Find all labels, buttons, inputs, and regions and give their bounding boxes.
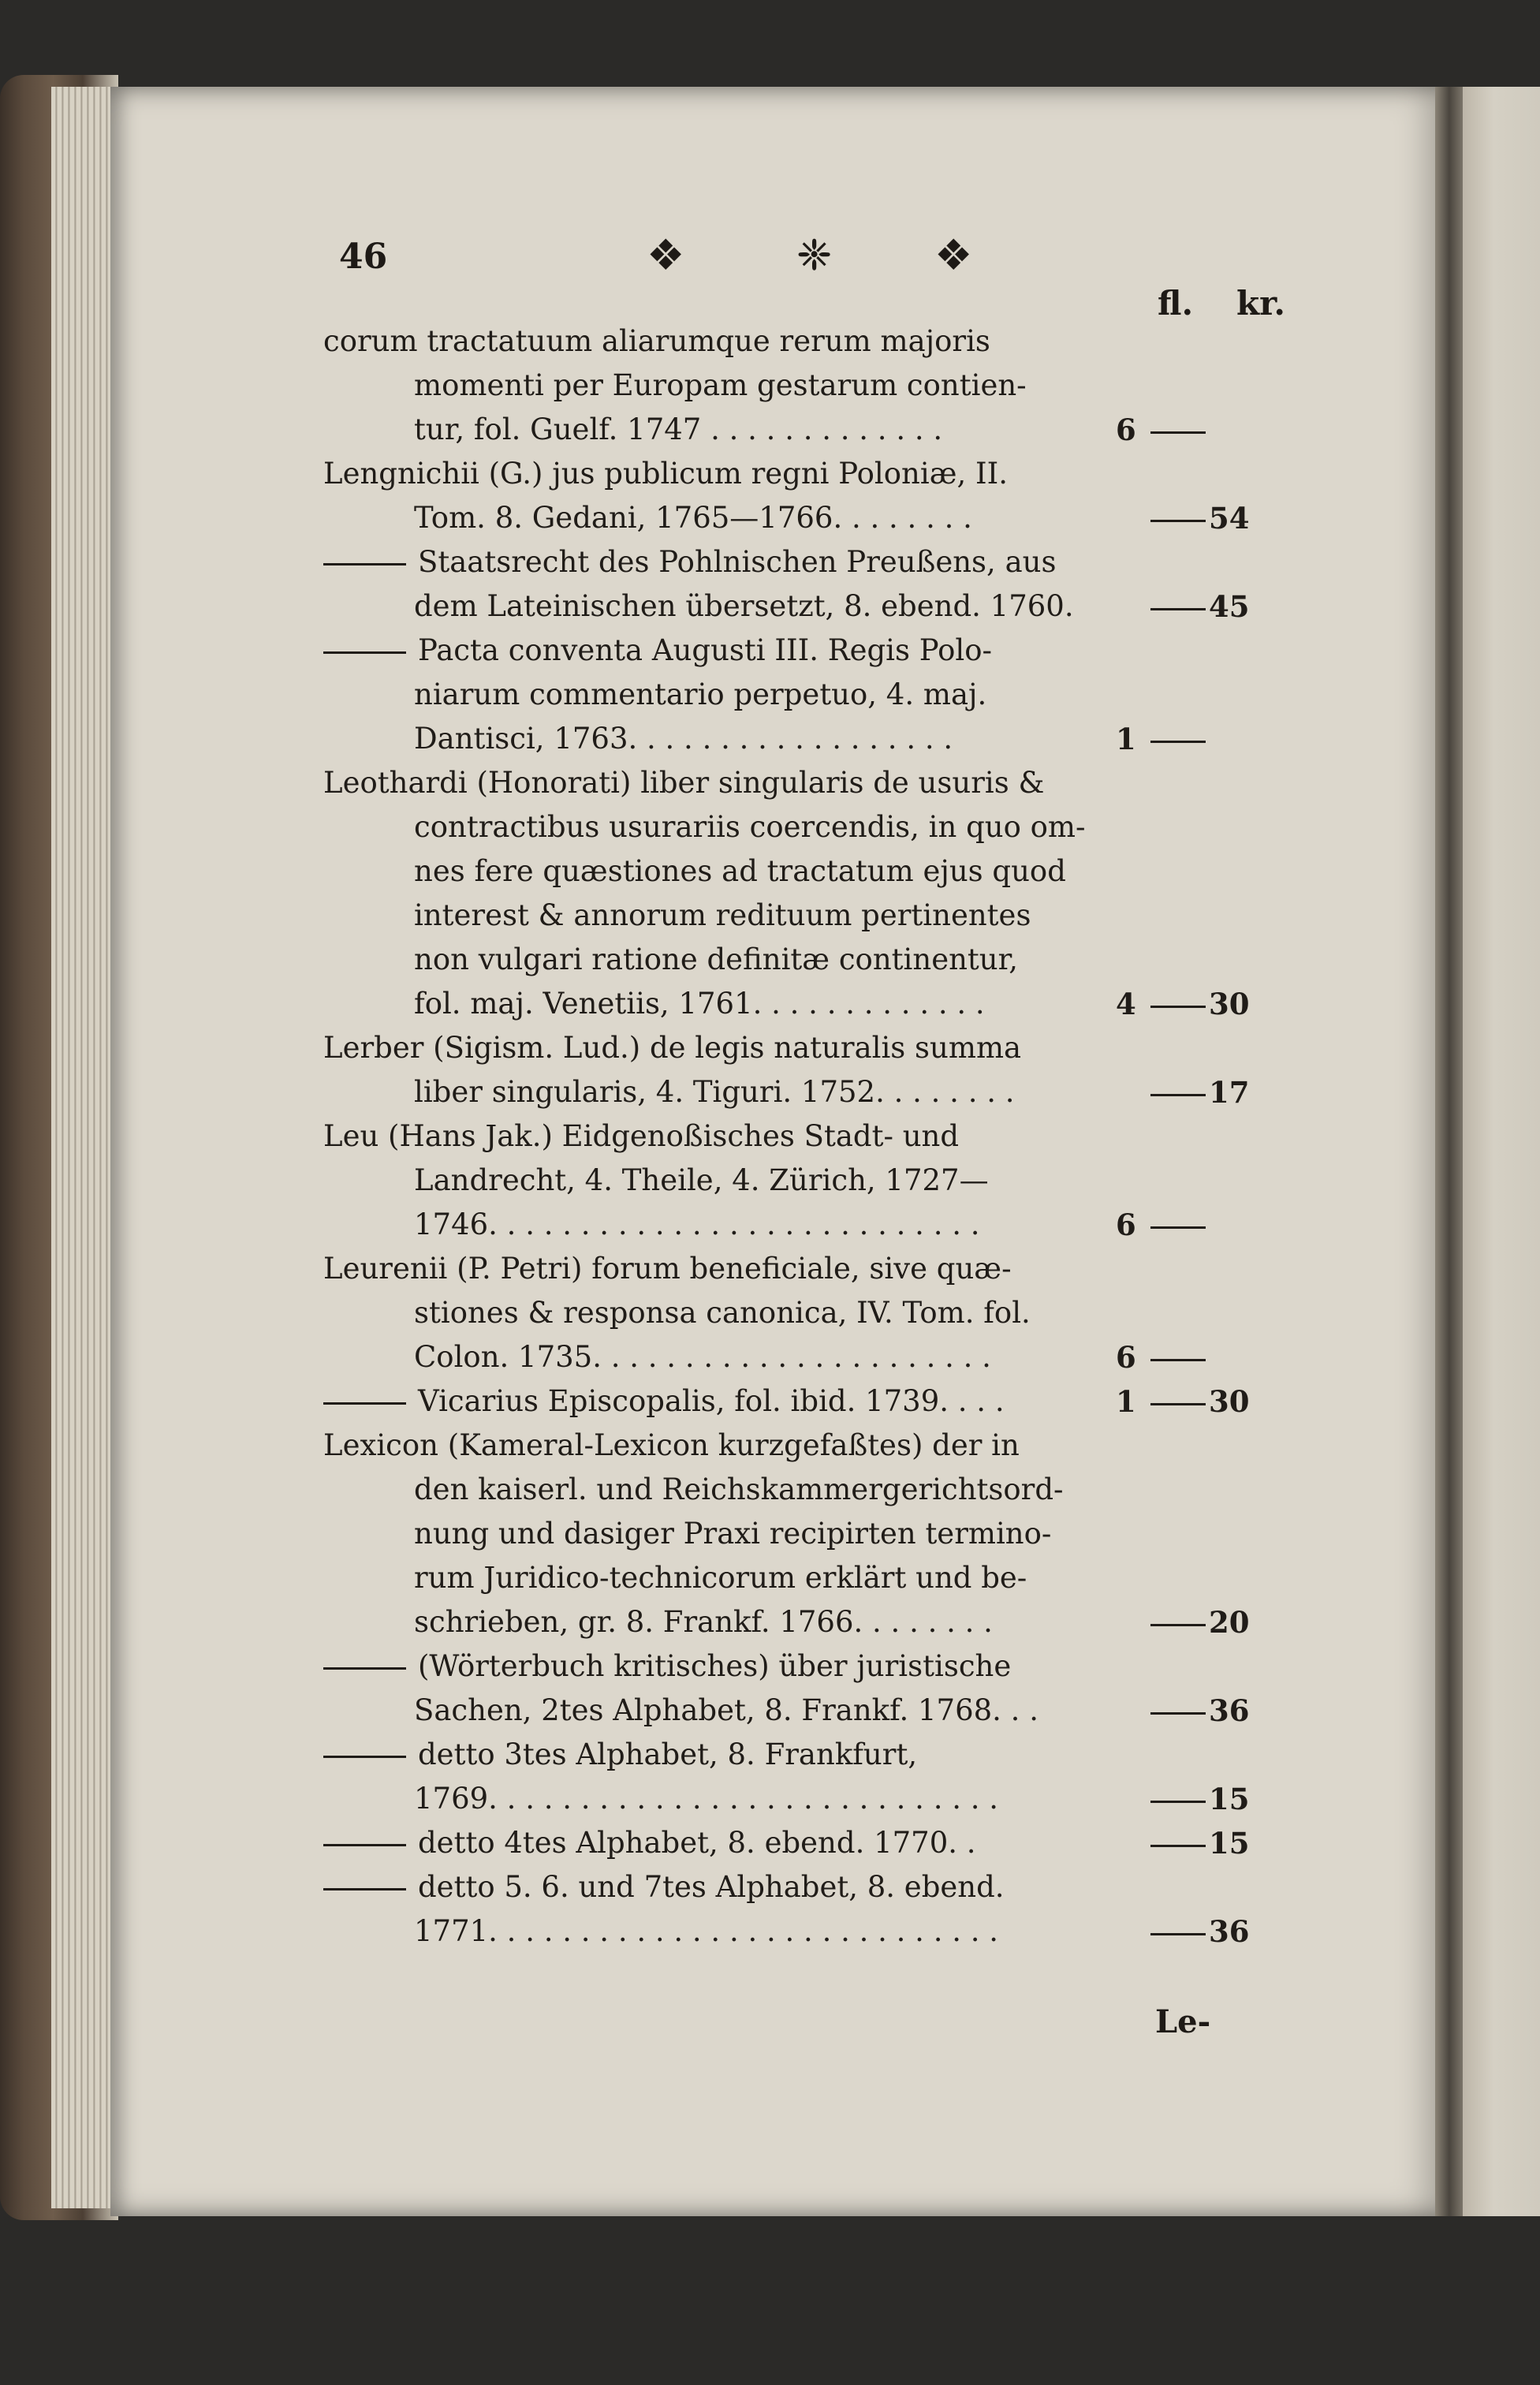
entry-text: Leurenii (P. Petri) forum beneficiale, sive quæ- (323, 1252, 1012, 1286)
entry-price (1116, 982, 1289, 1026)
entry-text: nes fere quæstiones ad tractatum ejus quod (414, 854, 1066, 888)
entry-text: 1771. . . . . . . . . . . . . . . . . . . . . . . . . . . . (414, 1914, 999, 1948)
price-kreuzer: 45 (1209, 589, 1250, 624)
entry-line (323, 1600, 1301, 1644)
entry-text: detto 4tes Alphabet, 8. ebend. 1770. . (418, 1826, 976, 1860)
entry-line (323, 629, 1301, 673)
price-kreuzer: 20 (1209, 1605, 1250, 1640)
price-dash (1150, 1359, 1206, 1361)
catalog-entry (323, 761, 1301, 1026)
price-dash (1150, 1933, 1206, 1935)
entry-line (323, 1114, 1301, 1159)
entry-text: rum Juridico-technicorum erklärt und be- (414, 1561, 1027, 1595)
entry-text: Colon. 1735. . . . . . . . . . . . . . . . . . . . . . (414, 1340, 991, 1374)
entry-text: stiones & responsa canonica, IV. Tom. fol. (414, 1296, 1031, 1330)
entry-line (323, 319, 1301, 364)
price-florin: 6 (1116, 1207, 1136, 1242)
entry-text: Landrecht, 4. Theile, 4. Zürich, 1727— (414, 1163, 989, 1197)
catalog-entry (323, 1733, 1301, 1821)
entry-line (323, 938, 1301, 982)
entry-text: momenti per Europam gestarum contien- (414, 368, 1027, 402)
entry-line (323, 1468, 1301, 1512)
price-florin: 6 (1116, 412, 1136, 447)
catalog-entry (323, 1865, 1301, 1954)
price-dash (1150, 1403, 1206, 1405)
price-dash (1150, 1845, 1206, 1847)
entry-text: Lexicon (Kameral-Lexicon kurzgefaßtes) der in (323, 1428, 1020, 1462)
entry-line (323, 1424, 1301, 1468)
price-kreuzer: 30 (1209, 987, 1250, 1021)
entry-price (1116, 1335, 1289, 1379)
entry-line (323, 1909, 1301, 1954)
price-kreuzer: 15 (1209, 1826, 1250, 1861)
entry-line (323, 849, 1301, 894)
price-dash (1150, 1624, 1206, 1626)
entry-text: detto 3tes Alphabet, 8. Frankfurt, (418, 1737, 918, 1771)
column-header-florin: fl. (1158, 284, 1194, 323)
entry-text: Staatsrecht des Pohlnischen Preußens, aus (418, 545, 1057, 579)
facing-page-edge (1463, 87, 1540, 2216)
ditto-dash (323, 1888, 406, 1890)
ditto-dash (323, 1402, 406, 1405)
entry-line (323, 717, 1301, 761)
entry-text: Vicarius Episcopalis, fol. ibid. 1739. . . . (418, 1384, 1005, 1418)
entry-line (323, 1070, 1301, 1114)
entry-line (323, 1644, 1301, 1689)
catalog-entry (323, 1247, 1301, 1379)
price-florin: 6 (1116, 1340, 1136, 1375)
entry-price (1116, 1070, 1289, 1114)
catalog-entry (323, 540, 1301, 629)
catalog-entries (323, 319, 1301, 1954)
entry-line (323, 1512, 1301, 1556)
price-kreuzer: 17 (1209, 1075, 1250, 1110)
ditto-dash (323, 1756, 406, 1758)
entry-text: Sachen, 2tes Alphabet, 8. Frankf. 1768. . . (414, 1693, 1038, 1727)
price-kreuzer: 30 (1209, 1384, 1250, 1419)
entry-line (323, 364, 1301, 408)
entry-text: den kaiserl. und Reichskammergerichtsord- (414, 1472, 1064, 1506)
entry-text: Lerber (Sigism. Lud.) de legis naturalis summa (323, 1031, 1022, 1065)
entry-text: contractibus usurariis coercendis, in quo om- (414, 810, 1086, 844)
price-dash (1150, 608, 1206, 610)
price-dash (1150, 1006, 1206, 1008)
ditto-dash (323, 1844, 406, 1846)
price-dash (1150, 1226, 1206, 1229)
catalog-entry (323, 1821, 1301, 1865)
entry-text: 1769. . . . . . . . . . . . . . . . . . . . . . . . . . . . (414, 1782, 999, 1816)
entry-text: dem Lateinischen übersetzt, 8. ebend. 1760. (414, 589, 1074, 623)
entry-line (323, 496, 1301, 540)
entry-price (1116, 584, 1289, 629)
entry-text: corum tractatuum aliarumque rerum majoris (323, 324, 990, 358)
entry-text: Pacta conventa Augusti III. Regis Polo- (418, 633, 993, 667)
entry-text: schrieben, gr. 8. Frankf. 1766. . . . . . . . (414, 1605, 993, 1639)
price-dash (1150, 520, 1206, 522)
entry-text: interest & annorum redituum pertinentes (414, 898, 1031, 932)
price-kreuzer: 15 (1209, 1782, 1250, 1816)
entry-line (323, 1291, 1301, 1335)
price-kreuzer: 36 (1209, 1693, 1250, 1728)
ornament-right: ❖ (934, 230, 973, 280)
entry-line (323, 1689, 1301, 1733)
catalog-entry (323, 629, 1301, 761)
price-florin: 1 (1116, 1384, 1136, 1419)
entry-line (323, 452, 1301, 496)
entry-price (1116, 717, 1289, 761)
entry-line (323, 1556, 1301, 1600)
price-florin: 4 (1116, 987, 1136, 1021)
entry-line (323, 1335, 1301, 1379)
catalog-entry (323, 1114, 1301, 1247)
catalog-entry (323, 1644, 1301, 1733)
entry-text: tur, fol. Guelf. 1747 . . . . . . . . . . . . . (414, 412, 943, 446)
price-dash (1150, 431, 1206, 434)
entry-line (323, 982, 1301, 1026)
catalog-entry (323, 1379, 1301, 1424)
entry-price (1116, 1379, 1289, 1424)
entry-text: Tom. 8. Gedani, 1765—1766. . . . . . . . (414, 501, 972, 535)
entry-line (323, 673, 1301, 717)
catchword: Le- (1155, 2003, 1211, 2040)
entry-price (1116, 1600, 1289, 1644)
entry-text: niarum commentario perpetuo, 4. maj. (414, 677, 987, 711)
entry-line (323, 761, 1301, 805)
ditto-dash (323, 563, 406, 565)
entry-text: Leu (Hans Jak.) Eidgenoßisches Stadt- und (323, 1119, 960, 1153)
entry-line (323, 1733, 1301, 1777)
entry-line (323, 1159, 1301, 1203)
catalog-entry (323, 1026, 1301, 1114)
entry-line (323, 408, 1301, 452)
entry-line (323, 1379, 1301, 1424)
entry-price (1116, 1909, 1289, 1954)
page-number: 46 (339, 237, 388, 277)
entry-price (1116, 1689, 1289, 1733)
price-florin: 1 (1116, 722, 1136, 756)
entry-text: Leothardi (Honorati) liber singularis de usuris & (323, 766, 1045, 800)
catalog-entry (323, 319, 1301, 452)
price-dash (1150, 1801, 1206, 1803)
entry-text: non vulgari ratione definitæ continentur, (414, 942, 1018, 976)
entry-line (323, 894, 1301, 938)
entry-text: Lengnichii (G.) jus publicum regni Poloniæ, II. (323, 457, 1009, 491)
catalog-entry (323, 452, 1301, 540)
entry-text: liber singularis, 4. Tiguri. 1752. . . . . . . . (414, 1075, 1015, 1109)
entry-line (323, 1026, 1301, 1070)
ornament-center: ❈ (796, 230, 833, 280)
price-dash (1150, 1094, 1206, 1096)
entry-line (323, 805, 1301, 849)
entry-price (1116, 408, 1289, 452)
entry-price (1116, 496, 1289, 540)
entry-line (323, 1865, 1301, 1909)
column-header-kreuzer: kr. (1236, 284, 1285, 323)
price-kreuzer: 54 (1209, 501, 1250, 536)
entry-price (1116, 1203, 1289, 1247)
ditto-dash (323, 1667, 406, 1670)
entry-text: detto 5. 6. und 7tes Alphabet, 8. ebend. (418, 1870, 1005, 1904)
entry-text: Dantisci, 1763. . . . . . . . . . . . . . . . . . (414, 722, 953, 756)
book-gutter (1435, 87, 1467, 2216)
catalog-entry (323, 1424, 1301, 1644)
entry-line (323, 1247, 1301, 1291)
entry-line (323, 584, 1301, 629)
entry-price (1116, 1821, 1289, 1865)
entry-text: 1746. . . . . . . . . . . . . . . . . . . . . . . . . . . (414, 1207, 980, 1241)
entry-text: (Wörterbuch kritisches) über juristische (418, 1649, 1012, 1683)
entry-text: nung und dasiger Praxi recipirten termino- (414, 1517, 1052, 1551)
price-kreuzer: 36 (1209, 1914, 1250, 1949)
entry-line (323, 540, 1301, 584)
price-dash (1150, 1712, 1206, 1715)
entry-price (1116, 1777, 1289, 1821)
entry-line (323, 1821, 1301, 1865)
ditto-dash (323, 651, 406, 654)
entry-line (323, 1777, 1301, 1821)
ornament-left: ❖ (647, 230, 685, 280)
price-dash (1150, 741, 1206, 743)
entry-text: fol. maj. Venetiis, 1761. . . . . . . . . . . . . (414, 987, 985, 1021)
entry-line (323, 1203, 1301, 1247)
